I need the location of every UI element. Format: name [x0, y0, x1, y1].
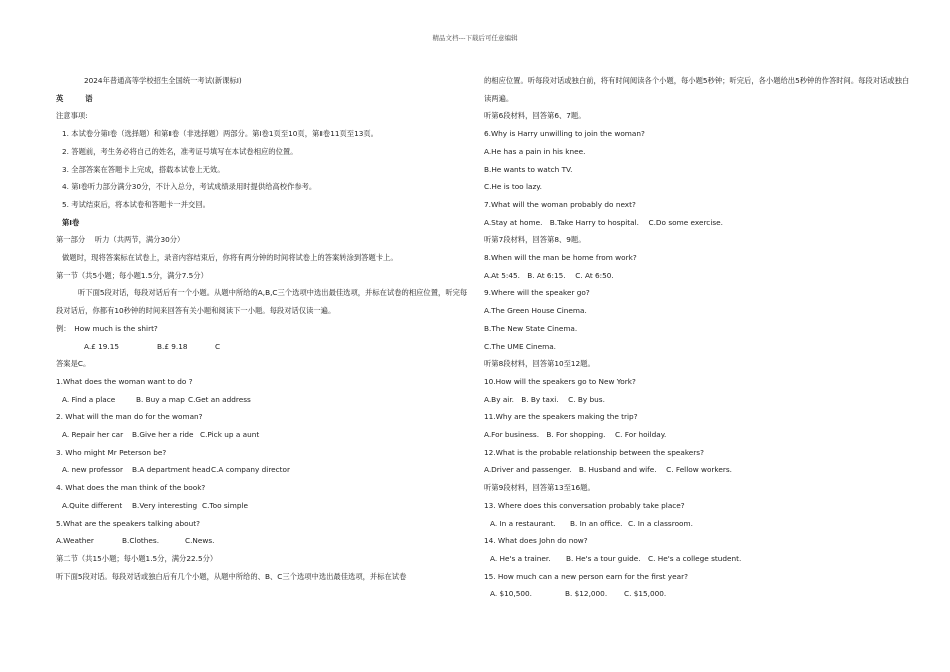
option-line: C.He is too lazy. — [484, 182, 542, 192]
right-column — [484, 72, 914, 603]
question: 4. What does the man think of the book? — [56, 483, 206, 493]
question: 6.Why is Harry unwilling to join the woman? — [484, 129, 645, 139]
material-intro: 听第8段材料，回答第10至12题。 — [484, 359, 595, 369]
section-description: 做题时，现将答案标在试卷上，录音内容结束后，你将有两分钟的时间将试卷上的答案转涂到答题卡上。 — [62, 253, 398, 263]
option-line: A.By air. B. By taxi. C. By bus. — [484, 394, 605, 404]
question-options: A. $10,500. B. $12,000. C. $15,000. — [490, 589, 667, 599]
notice-item: 3. 全部答案在答题卡上完成，搭载本试卷上无效。 — [62, 164, 225, 174]
option-line: A.The Green House Cinema. — [484, 306, 587, 316]
subject-heading: 英 语 — [56, 93, 93, 103]
notice-item: 5. 考试结束后，将本试卷和答题卡一并交回。 — [62, 199, 210, 209]
option-line: C.The UME Cinema. — [484, 341, 557, 351]
subsection-heading: 第一节（共5小题；每小题1.5分，满分7.5分） — [56, 270, 208, 280]
material-intro: 听第6段材料，回答第6、7题。 — [484, 111, 586, 121]
question: 8.When will the man be home from work? — [484, 253, 637, 263]
page-header: 精品文档---下载后可任意编辑 — [432, 34, 518, 42]
notice-title: 注意事项: — [56, 111, 88, 121]
question: 5.What are the speakers talking about? — [56, 518, 200, 528]
left-column — [56, 72, 471, 585]
question: 15. How much can a new person earn for the first year? — [484, 571, 688, 581]
subsection-description: 听下面5段对话，每段对话后有一个小题。从题中所给的A,B,C三个选项中选出最佳选项，并标在试卷的相应位置，听完每段对话后，你都有10秒钟的时间来回答有关小题和阅读下一小题。每段对话仅读一遍。 — [56, 288, 468, 316]
option-line: B.He wants to watch TV. — [484, 164, 573, 174]
question-options: A. Repair her car B.Give her a ride C.Pick up a aunt — [62, 430, 260, 440]
question: 13. Where does this conversation probably take place? — [484, 500, 685, 510]
notice-item: 4. 第Ⅰ卷听力部分满分30分，不计入总分，考试成绩录用时提供给高校作参考。 — [62, 182, 317, 192]
question: 11.Why are the speakers making the trip? — [484, 412, 638, 422]
notice-item: 1. 本试卷分第Ⅰ卷（选择题）和第Ⅱ卷（非选择题）两部分。第Ⅰ卷1页至10页，第Ⅱ卷11页至13页。 — [62, 129, 378, 139]
question: 14. What does John do now? — [484, 536, 588, 546]
part-heading: 第Ⅰ卷 — [62, 217, 80, 227]
exam-title: 2024年普通高等学校招生全国统一考试(新课标I) — [84, 76, 242, 85]
example-question: 例： How much is the shirt? — [56, 323, 158, 333]
question: 12.What is the probable relationship between the speakers? — [484, 447, 704, 457]
question: 7.What will the woman probably do next? — [484, 199, 636, 209]
material-intro: 听第9段材料，回答第13至16题。 — [484, 483, 595, 493]
question: 3. Who might Mr Peterson be? — [56, 447, 167, 457]
question: 2. What will the man do for the woman? — [56, 412, 203, 422]
question: 9.Where will the speaker go? — [484, 288, 590, 298]
question-options: A.Weather B.Clothes. C.News. — [56, 536, 215, 546]
material-intro: 听第7段材料，回答第8、9题。 — [484, 235, 586, 245]
option-line: B.The New State Cinema. — [484, 323, 578, 333]
section-description-continued: 的相应位置。听每段对话或独白前，将有时间阅读各个小题，每小题5秒钟；听完后，各小题给出5秒钟的作答时间。每段对话或独白读两遍。 — [484, 76, 910, 103]
question-options: A. new professor B.A department headC.A company director — [62, 465, 291, 475]
question-options: A. He's a trainer. B. He's a tour guide. C. He's a college student. — [490, 553, 742, 563]
question: 1.What does the woman want to do ? — [56, 376, 193, 386]
example-options: A.£ 19.15 B.£ 9.18 C — [84, 341, 221, 351]
question-options: A. In a restaurant. B. In an office. C. In a classroom. — [490, 518, 693, 528]
option-line: A.Stay at home. B.Take Harry to hospital. C.Do some exercise. — [484, 217, 723, 227]
option-line: A.At 5:45. B. At 6:15. C. At 6:50. — [484, 270, 614, 280]
example-answer: 答案是C。 — [56, 359, 91, 369]
option-line: A.For business. B. For shopping. C. For hoilday. — [484, 430, 667, 440]
question-options: A. Find a place B. Buy a map C.Get an address — [62, 394, 251, 404]
section-heading: 第一部分 听力（共两节，满分30分） — [56, 235, 185, 245]
question: 10.How will the speakers go to New York? — [484, 376, 636, 386]
notice-item: 2. 答题前，考生务必将自己的姓名，准考证号填写在本试卷相应的位置。 — [62, 146, 298, 156]
option-line: A.He has a pain in his knee. — [484, 146, 586, 156]
option-line: A.Driver and passenger. B. Husband and wife. C. Fellow workers. — [484, 465, 733, 475]
subsection-description: 听下面5段对话。每段对话或独白后有几个小题，从题中所给的、B、C三个选项中选出最佳选项，并标在试卷 — [56, 571, 407, 581]
subsection-heading: 第二节（共15小题；每小题1.5分，满分22.5分） — [56, 553, 218, 563]
question-options: A.Quite different B.Very interesting C.Too simple — [62, 500, 248, 510]
